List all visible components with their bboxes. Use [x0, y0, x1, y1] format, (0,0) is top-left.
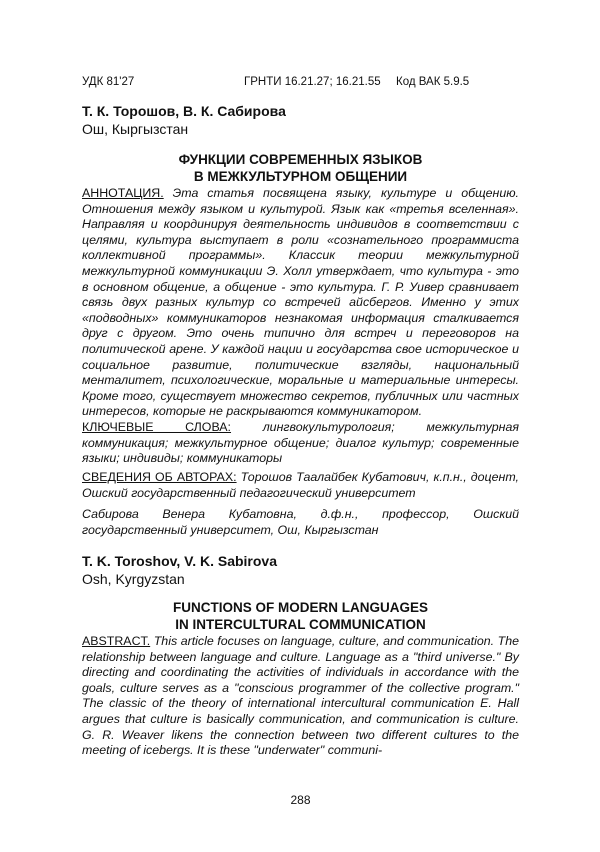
title-en-line1: FUNCTIONS OF MODERN LANGUAGES [173, 600, 428, 615]
keywords-ru-label: КЛЮЧЕВЫЕ СЛОВА: [82, 420, 232, 434]
grnti-code: ГРНТИ 16.21.27; 16.21.55 [244, 76, 381, 88]
abstract-ru-text: Эта статья посвящена языку, культуре и общению. Отношения между языком и культурой. Язык как «третья вселенная». Направляя и координируя деятельность индивидов в соответствии с целями, культура выступает в роли «сознательного программиста коллективной программы». Классик теории межкультурной межкультурной коммуникации Э. Холл утверждает, что культура - это в основном общение, а общение - это культура. Г. Р. Уивер сравнивает связь двух разных культур со встречей айсбергов. Именно у этих «подводных» коммуникаторов незнакомая информация сталкивается друг с другом. Это очень типично для встреч и переговоров на политической арене. У каждой нации и государства свое историческое и социальное развитие, политические взгляды, национальный менталитет, психологические, моральные и материальные интересы. Кроме того, существует множество секретов, публичных или частных интересов, которые не раскрываются коммуникатором. [82, 186, 519, 419]
location-ru: Ош, Кыргызстан [82, 121, 189, 137]
vak-code: Код ВАК 5.9.5 [396, 76, 470, 88]
authors-info-label: СВЕДЕНИЯ ОБ АВТОРАХ: [82, 470, 237, 484]
keywords-ru-text: лингвокультурология; межкультурная коммуникация; межкультурное общение; диалог культур; современные языки; индивиды; коммуникаторы [82, 420, 519, 466]
abstract-en [82, 634, 519, 759]
authors-info-ru [82, 470, 519, 501]
author1-info: Торошов Таалайбек Кубатович, к.п.н., доцент, Ошский государственный педагогический университет [82, 470, 519, 500]
abstract-en-text: This article focuses on language, culture, and communication. The relationship between language and culture. Language as a "third universe." By directing and coordinating the activities of individuals in accordance with the goals, culture serves as a "conscious programmer of the collective program." The classic of the theory of international intercultural communication E. Hall argues that culture is basically communication, and communication is culture. G. R. Weaver likens the connection between two different cultures to the meeting of icebergs. It is these "underwater" communi- [82, 634, 519, 758]
title-en-line2: IN INTERCULTURAL COMMUNICATION [175, 617, 426, 632]
authors-ru: Т. К. Торошов, В. К. Сабирова [82, 103, 286, 119]
title-ru-line1: ФУНКЦИИ СОВРЕМЕННЫХ ЯЗЫКОВ [178, 152, 423, 167]
keywords-ru [82, 420, 519, 467]
abstract-ru [82, 186, 519, 420]
author2-info: Сабирова Венера Кубатовна, д.ф.н., профессор, Ошский государственный университет, Ош, Кыргызстан [82, 507, 519, 537]
title-ru [82, 151, 519, 185]
authors-en: T. K. Toroshov, V. K. Sabirova [82, 553, 278, 569]
title-en [82, 599, 519, 633]
udk-code: УДК 81'27 [82, 76, 135, 88]
location-en: Osh, Kyrgyzstan [82, 571, 185, 587]
title-ru-line2: В МЕЖКУЛЬТУРНОМ ОБЩЕНИИ [193, 169, 408, 184]
abstract-en-label: ABSTRACT. [82, 634, 151, 648]
abstract-ru-label: АННОТАЦИЯ. [82, 186, 164, 200]
page-number: 288 [290, 793, 311, 807]
